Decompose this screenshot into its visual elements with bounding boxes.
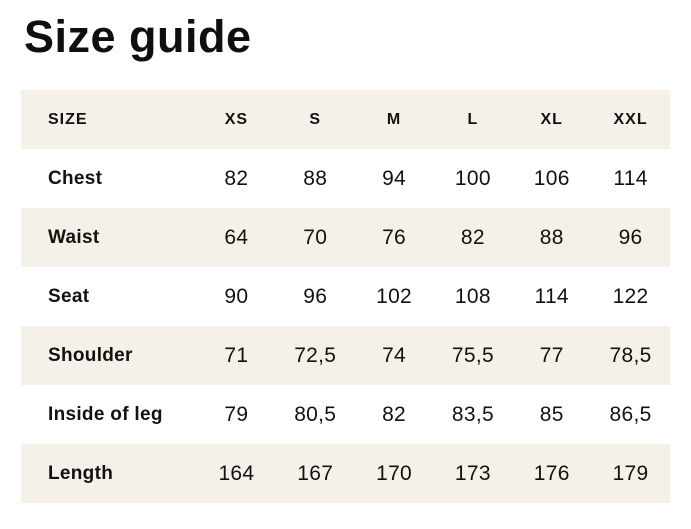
cell-value: 74 [382,343,407,367]
cell-value: 114 [613,166,648,190]
cell-value: 114 [534,284,569,308]
size-guide-table [21,90,670,503]
cell-value: 102 [376,284,413,308]
cell-value: 64 [224,225,249,249]
column-header-xs: XS [224,110,249,128]
row-label: Waist [48,226,100,248]
row-label: Length [48,462,114,484]
page-title: Size guide [24,11,252,62]
cell-value: 71 [224,343,249,367]
cell-value: 83,5 [451,402,494,426]
cell-value: 79 [224,402,249,426]
cell-value: 94 [382,166,407,190]
cell-value: 82 [382,402,407,426]
row-label: Inside of leg [48,403,163,425]
cell-value: 88 [303,166,328,190]
header-size-label: SIZE [48,110,88,128]
table-row-length [21,444,670,503]
column-header-xxl: XXL [613,110,648,128]
table-row-waist [21,208,670,267]
cell-value: 167 [297,461,334,485]
cell-value: 80,5 [294,402,337,426]
cell-value: 76 [382,225,407,249]
column-header-xl: XL [540,110,563,128]
column-header-m: M [386,110,402,128]
cell-value: 90 [224,284,249,308]
cell-value: 77 [539,343,564,367]
cell-value: 72,5 [294,343,337,367]
cell-value: 96 [618,225,643,249]
cell-value: 106 [533,166,570,190]
table-row-shoulder [21,326,670,385]
cell-value: 96 [303,284,328,308]
table-row-chest [21,149,670,208]
cell-value: 176 [533,461,570,485]
cell-value: 170 [376,461,413,485]
cell-value: 85 [539,402,564,426]
cell-value: 179 [612,461,649,485]
cell-value: 70 [303,225,328,249]
cell-value: 164 [218,461,255,485]
row-label: Seat [48,285,90,307]
cell-value: 100 [454,166,491,190]
table-row-inside-of-leg [21,385,670,444]
row-label: Chest [48,167,103,189]
row-label: Shoulder [48,344,133,366]
cell-value: 82 [224,166,249,190]
column-header-s: S [309,110,322,128]
cell-value: 78,5 [609,343,652,367]
cell-value: 82 [460,225,485,249]
column-header-l: L [467,110,479,128]
cell-value: 173 [454,461,491,485]
cell-value: 88 [539,225,564,249]
cell-value: 122 [612,284,649,308]
cell-value: 86,5 [609,402,652,426]
cell-value: 75,5 [451,343,494,367]
table-row-seat [21,267,670,326]
cell-value: 108 [454,284,491,308]
table-header-row [21,90,670,149]
